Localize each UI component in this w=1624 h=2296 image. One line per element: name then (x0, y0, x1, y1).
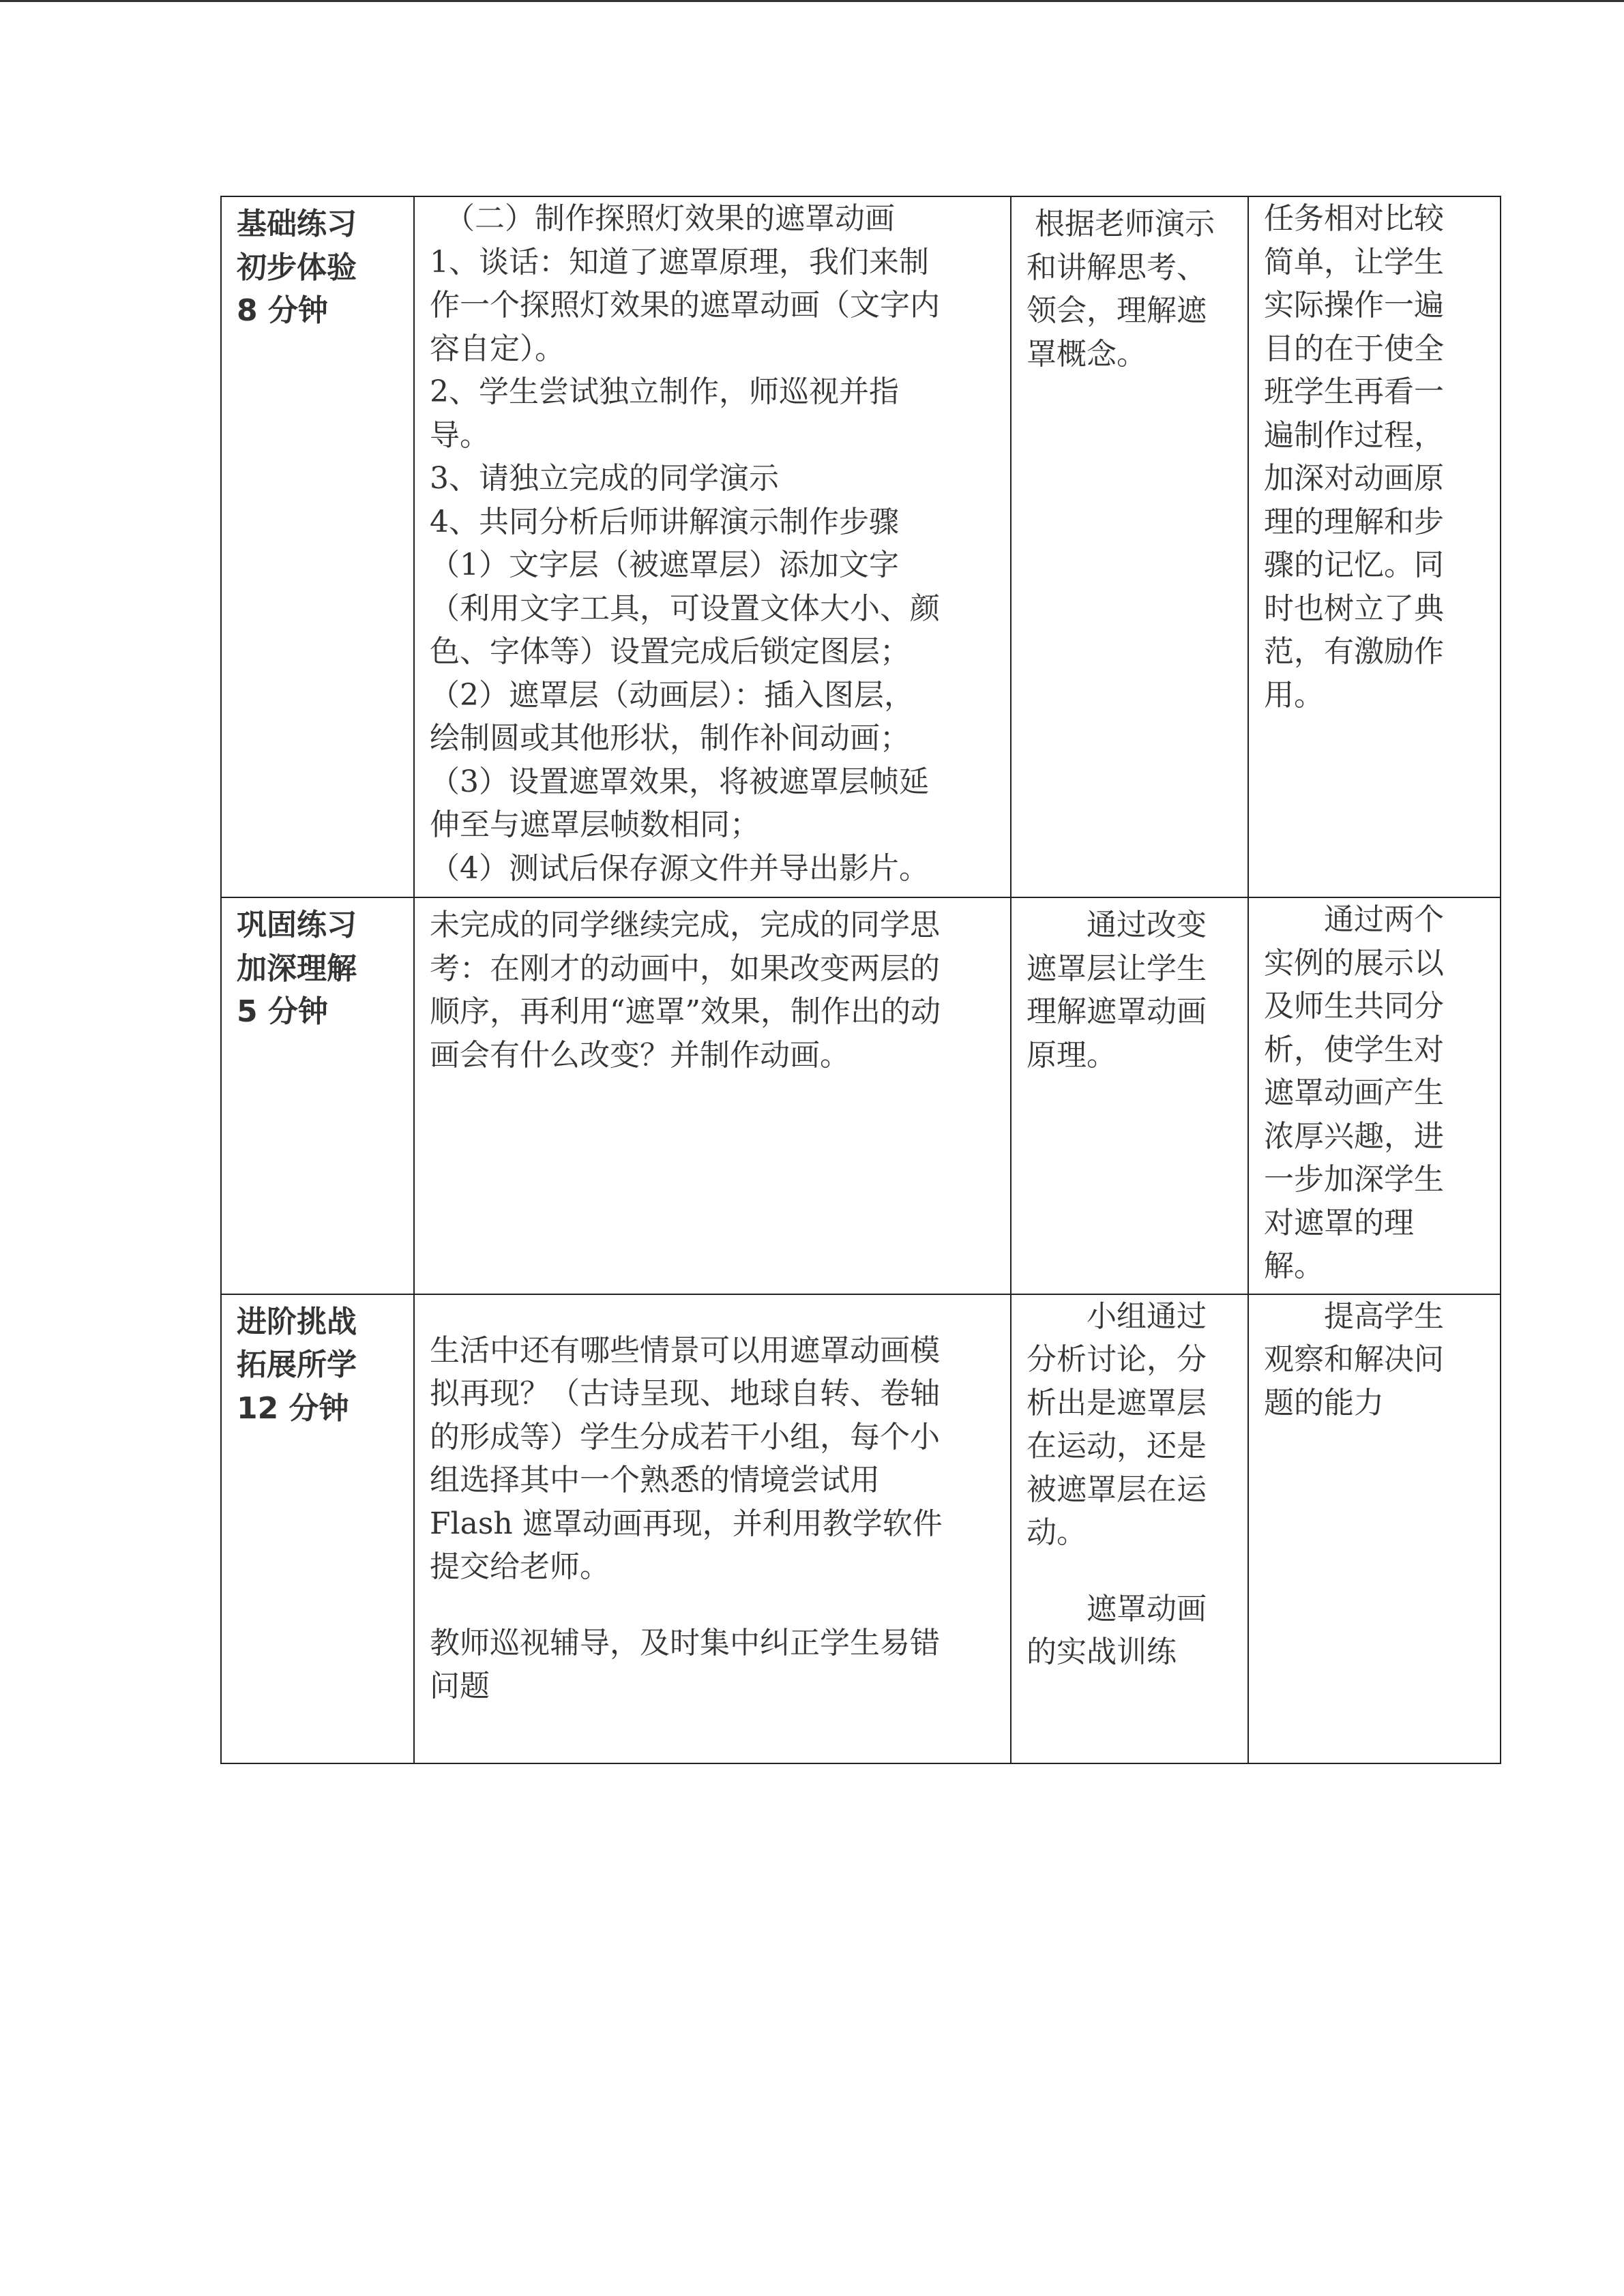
design-intent-cell (1248, 196, 1501, 897)
table-row (221, 897, 1501, 1294)
text-line: 简单，让学生 (1264, 244, 1444, 280)
text-line: 理的理解和步 (1264, 504, 1444, 539)
text-line: 加深对动画原 (1264, 461, 1444, 496)
text-line: 目的在于使全 (1264, 331, 1444, 366)
text-line: 伸至与遮罩层帧数相同； (430, 807, 760, 842)
student-activity-cell (1011, 1294, 1248, 1763)
text-line: （2）遮罩层（动画层）：插入图层， (430, 677, 914, 713)
text-line: 小组通过 (1087, 1298, 1207, 1334)
text-line: 理解遮罩动画 (1027, 994, 1207, 1029)
text-line: 时也树立了典 (1264, 591, 1444, 626)
text-line: 析出是遮罩层 (1027, 1385, 1207, 1420)
page-top-border (0, 0, 1624, 2)
text-line: （1）文字层（被遮罩层）添加文字 (430, 548, 899, 582)
text-line: 顺序，再利用“遮罩”效果，制作出的动 (430, 994, 941, 1029)
text-line: 组选择其中一个熟悉的情境尝试用 (430, 1463, 880, 1497)
text-line: 原理。 (1027, 1037, 1117, 1073)
spacer (430, 1589, 995, 1622)
stage-cell (221, 1294, 414, 1763)
text-line: 色、字体等）设置完成后锁定图层； (430, 634, 910, 669)
text-line: （利用文字工具，可设置文体大小、颜 (430, 591, 940, 626)
text-line: 及师生共同分 (1264, 989, 1444, 1024)
stage-duration: 12 分钟 (237, 1390, 349, 1426)
text-line: 考：在刚才的动画中，如果改变两层的 (430, 951, 940, 986)
teacher-activity-cell (414, 1294, 1011, 1763)
text-line: 的形成等）学生分成若干小组，每个小 (430, 1419, 940, 1455)
text-line: 实际操作一遍 (1264, 288, 1444, 323)
stage-duration: 5 分钟 (237, 994, 328, 1029)
text-line: 画会有什么改变？并制作动画。 (430, 1037, 850, 1073)
text-line: 实例的展示以 (1264, 945, 1444, 981)
text-line: 教师巡视辅导，及时集中纠正学生易错 (430, 1625, 940, 1660)
text-line: 范，有激励作 (1264, 634, 1444, 669)
text-line: 3、请独立完成的同学演示 (430, 461, 779, 496)
teacher-activity-cell (414, 897, 1011, 1294)
text-line: 遮罩层让学生 (1027, 951, 1207, 986)
text-line: 班学生再看一 (1264, 374, 1444, 409)
text-line: 拟再现？（古诗呈现、地球自转、卷轴 (430, 1376, 940, 1411)
text-line: 1、谈话：知道了遮罩原理，我们来制 (430, 244, 929, 280)
lesson-plan-table (220, 196, 1501, 1764)
text-line: 通过改变 (1087, 908, 1207, 942)
text-line: 的实战训练 (1027, 1635, 1177, 1669)
stage-cell (221, 897, 414, 1294)
text-line: 未完成的同学继续完成，完成的同学思 (430, 908, 940, 942)
text-line: 浓厚兴趣，进 (1264, 1118, 1444, 1154)
text-line: 解。 (1264, 1249, 1324, 1283)
table-row (221, 1294, 1501, 1763)
student-activity-cell (1011, 196, 1248, 897)
stage-subtitle: 初步体验 (237, 250, 357, 285)
text-line: 被遮罩层在运 (1027, 1472, 1207, 1507)
design-intent-cell (1248, 897, 1501, 1294)
spacer (1027, 1555, 1232, 1587)
text-line: 析，使学生对 (1264, 1032, 1444, 1067)
stage-name: 进阶挑战 (237, 1304, 357, 1339)
text-line: 骤的记忆。同 (1264, 548, 1444, 582)
text-line: 领会，理解遮 (1027, 293, 1207, 328)
text-line: 分析讨论，分 (1027, 1342, 1207, 1377)
text-line: 导。 (430, 417, 490, 453)
text-line: 用。 (1264, 677, 1324, 713)
text-line: 容自定）。 (430, 331, 565, 366)
teacher-activity-cell (414, 196, 1011, 897)
text-line: 在运动，还是 (1027, 1429, 1207, 1463)
design-intent-cell (1248, 1294, 1501, 1763)
text-line: 绘制圆或其他形状，制作补间动画； (430, 721, 910, 756)
text-line: 提高学生 (1324, 1298, 1444, 1334)
text-line: 2、学生尝试独立制作，师巡视并指 (430, 374, 899, 409)
text-line: 观察和解决问 (1264, 1342, 1444, 1377)
text-line: 和讲解思考、 (1027, 250, 1207, 285)
text-line: 题的能力 (1264, 1385, 1384, 1420)
text-line: 生活中还有哪些情景可以用遮罩动画模 (430, 1332, 940, 1368)
text-line: 作一个探照灯效果的遮罩动画（文字内 (430, 288, 940, 323)
text-line: 动。 (1027, 1515, 1087, 1550)
text-line: （二）制作探照灯效果的遮罩动画 (445, 201, 895, 236)
table-row (221, 196, 1501, 897)
stage-duration: 8 分钟 (237, 293, 328, 328)
text-line: 遮罩动画 (1087, 1591, 1207, 1626)
text-line: 通过两个 (1324, 902, 1444, 937)
stage-name: 基础练习 (237, 207, 357, 241)
text-line: 一步加深学生 (1264, 1162, 1444, 1197)
text-line: Flash 遮罩动画再现，并利用教学软件 (430, 1506, 943, 1541)
text-line: （3）设置遮罩效果，将被遮罩层帧延 (430, 764, 929, 799)
text-line: 任务相对比较 (1264, 201, 1444, 236)
stage-subtitle: 加深理解 (237, 951, 357, 986)
stage-name: 巩固练习 (237, 908, 357, 942)
text-line: 对遮罩的理 (1264, 1205, 1414, 1240)
text-line: 4、共同分析后师讲解演示制作步骤 (430, 504, 899, 539)
stage-subtitle: 拓展所学 (237, 1347, 357, 1382)
text-line: 遍制作过程， (1264, 417, 1444, 453)
student-activity-cell (1011, 897, 1248, 1294)
text-line: （4）测试后保存源文件并导出影片。 (430, 850, 929, 886)
stage-cell (221, 196, 414, 897)
text-line: 提交给老师。 (430, 1549, 610, 1584)
text-line: 罩概念。 (1027, 336, 1147, 372)
text-line: 遮罩动画产生 (1264, 1075, 1444, 1110)
text-line: 根据老师演示 (1035, 207, 1215, 241)
text-line: 问题 (430, 1669, 490, 1703)
